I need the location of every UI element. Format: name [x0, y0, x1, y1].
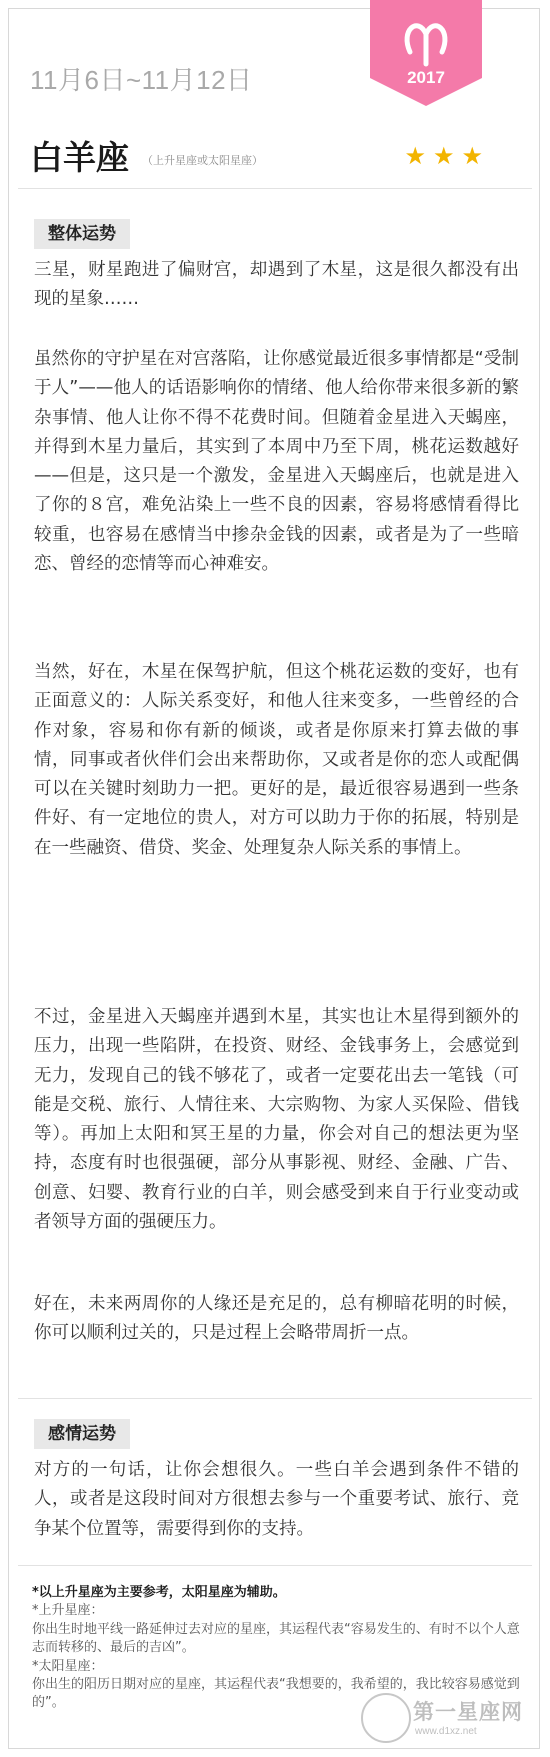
aries-icon — [370, 0, 482, 112]
divider — [18, 1398, 532, 1399]
footer-note: *以上升星座为主要参考，太阳星座为辅助。 — [32, 1585, 286, 1600]
divider — [18, 188, 532, 189]
love-paragraph: 对方的一句话，让你会想很久。一些白羊会遇到条件不错的人，或者是这段时间对方很想去参与一个重要考试、旅行、竞争某个位置等，需要得到你的支持。 — [34, 1460, 519, 1539]
watermark-logo-icon — [361, 1693, 411, 1743]
overall-paragraph-1: 三星，财星跑进了偏财宫，却遇到了木星，这是很久都没有出现的星象…… — [34, 260, 519, 310]
sign-note: （上升星座或太阳星座） — [142, 154, 263, 167]
section-tag-overall: 整体运势 — [34, 219, 130, 249]
sun-sign-title: *太阳星座： — [32, 1658, 104, 1674]
overall-paragraph-2: 虽然你的守护星在对宫落陷，让你感觉最近很多事情都是“受制于人”——他人的话语影响你的情绪、他人给你带来很多新的繁杂事情、他人让你不得不花费时间。但随着金星进入天蝎座，并得到木星力量后，其实到了本周中乃至下周，桃花运数越好——但是，这只是一个激发，金星进入天蝎座后，也就是进入了你的８宫，难免沾染上一些不良的因素，容易将感情看得比较重，也容易在感情当中掺杂金钱的因素，或者是为了一些暗恋、曾经的恋情等而心神难安。 — [34, 349, 519, 575]
sun-sign-desc: 你出生的阳历日期对应的星座，其运程代表“我想要的，我希望的，我比较容易感觉到的”。 — [32, 1677, 520, 1711]
ascendant-desc: 你出生时地平线一路延伸过去对应的星座，其运程代表“容易发生的、有时不以个人意志而转移的、最后的吉凶”。 — [32, 1621, 520, 1656]
sign-title: 白羊座 — [30, 138, 129, 177]
watermark-text: 第一星座网 — [413, 1700, 523, 1724]
overall-paragraph-5: 好在，未来两周你的人缘还是充足的，总有柳暗花明的时候，你可以顺利过关的，只是过程上会略带周折一点。 — [34, 1294, 519, 1344]
section-tag-love: 感情运势 — [34, 1419, 130, 1449]
site-watermark — [355, 1690, 535, 1750]
date-range: 11月6日~11月12日 — [30, 65, 253, 95]
badge-year: 2017 — [407, 68, 445, 87]
ascendant-title: *上升星座： — [32, 1603, 104, 1619]
overall-paragraph-4: 不过，金星进入天蝎座并遇到木星，其实也让木星得到额外的压力，出现一些陷阱，在投资、财经、金钱事务上，会感觉到无力，发现自己的钱不够花了，或者一定要花出去一笔钱（可能是交税、旅行、人情往来、大宗购物、为家人买保险、借钱等）。再加上太阳和冥王星的力量，你会对自己的想法更为坚持，态度有时也很强硬，部分从事影视、财经、金融、广告、创意、妇婴、教育行业的白羊，则会感受到来自于行业变动或者领导方面的强硬压力。 — [34, 1007, 519, 1233]
divider — [18, 1565, 532, 1566]
rating-stars: ★★★ — [404, 142, 490, 170]
overall-paragraph-3: 当然，好在，木星在保驾护航，但这个桃花运数的变好，也有正面意义的：人际关系变好，和他人往来变多，一些曾经的合作对象，容易和你有新的倾谈，或者是你原来打算去做的事情，同事或者伙伴们会出来帮助你，又或者是你的恋人或配偶可以在关键时刻助力一把。更好的是，最近很容易遇到一些条件好、有一定地位的贵人，对方可以助力于你的拓展，特别是在一些融资、借贷、奖金、处理复杂人际关系的事情上。 — [34, 662, 519, 858]
year-badge — [370, 0, 482, 112]
watermark-url: www.d1xz.net — [415, 1726, 477, 1737]
